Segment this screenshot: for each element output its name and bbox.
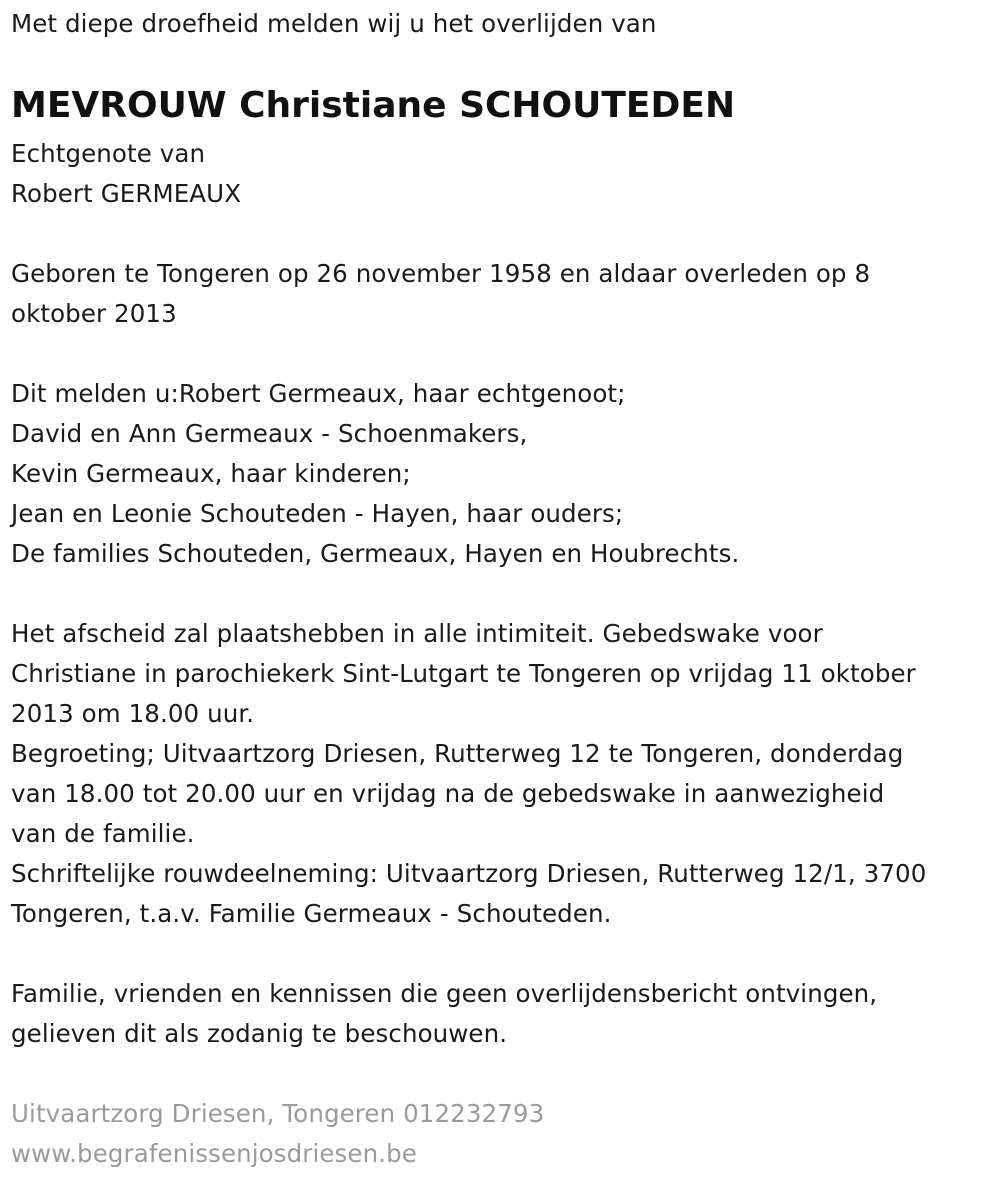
closing-section: [11, 974, 877, 1054]
funeral-home-website: www.begrafenissenjosdriesen.be: [11, 1139, 417, 1168]
spouse-name: Robert GERMEAUX: [11, 179, 242, 208]
footer: [11, 1094, 544, 1174]
birth-death-line: Geboren te Tongeren op 26 november 1958 en aldaar overleden op 8: [11, 259, 871, 288]
farewell-line: Christiane in parochiekerk Sint-Lutgart te Tongeren op vrijdag 11 oktober: [11, 659, 916, 688]
farewell-line: van 18.00 tot 20.00 uur en vrijdag na de gebedswake in aanwezigheid: [11, 779, 885, 808]
intro-text: Met diepe droefheid melden wij u het overlijden van: [11, 9, 657, 38]
farewell-line: 2013 om 18.00 uur.: [11, 699, 255, 728]
family-section: [11, 374, 739, 574]
spouse-label: Echtgenote van: [11, 139, 206, 168]
family-line: David en Ann Germeaux - Schoenmakers,: [11, 419, 528, 448]
closing-line: gelieven dit als zodanig te beschouwen.: [11, 1019, 508, 1048]
spouse-section: [11, 134, 241, 214]
closing-line: Familie, vrienden en kennissen die geen overlijdensbericht ontvingen,: [11, 979, 878, 1008]
funeral-home-contact: Uitvaartzorg Driesen, Tongeren 012232793: [11, 1099, 545, 1128]
farewell-line: Het afscheid zal plaatshebben in alle intimiteit. Gebedswake voor: [11, 619, 823, 648]
farewell-line: van de familie.: [11, 819, 195, 848]
farewell-line: Tongeren, t.a.v. Familie Germeaux - Schouteden.: [11, 899, 612, 928]
birth-death-line: oktober 2013: [11, 299, 177, 328]
farewell-line: Schriftelijke rouwdeelneming: Uitvaartzorg Driesen, Rutterweg 12/1, 3700: [11, 859, 927, 888]
deceased-name: MEVROUW Christiane SCHOUTEDEN: [11, 85, 736, 126]
family-line: De families Schouteden, Germeaux, Hayen en Houbrechts.: [11, 539, 740, 568]
farewell-section: [11, 614, 926, 934]
birth-death-section: [11, 254, 870, 334]
family-line: Kevin Germeaux, haar kinderen;: [11, 459, 411, 488]
family-line: Dit melden u:Robert Germeaux, haar echtgenoot;: [11, 379, 626, 408]
family-line: Jean en Leonie Schouteden - Hayen, haar ouders;: [11, 499, 624, 528]
farewell-line: Begroeting; Uitvaartzorg Driesen, Rutterweg 12 te Tongeren, donderdag: [11, 739, 904, 768]
